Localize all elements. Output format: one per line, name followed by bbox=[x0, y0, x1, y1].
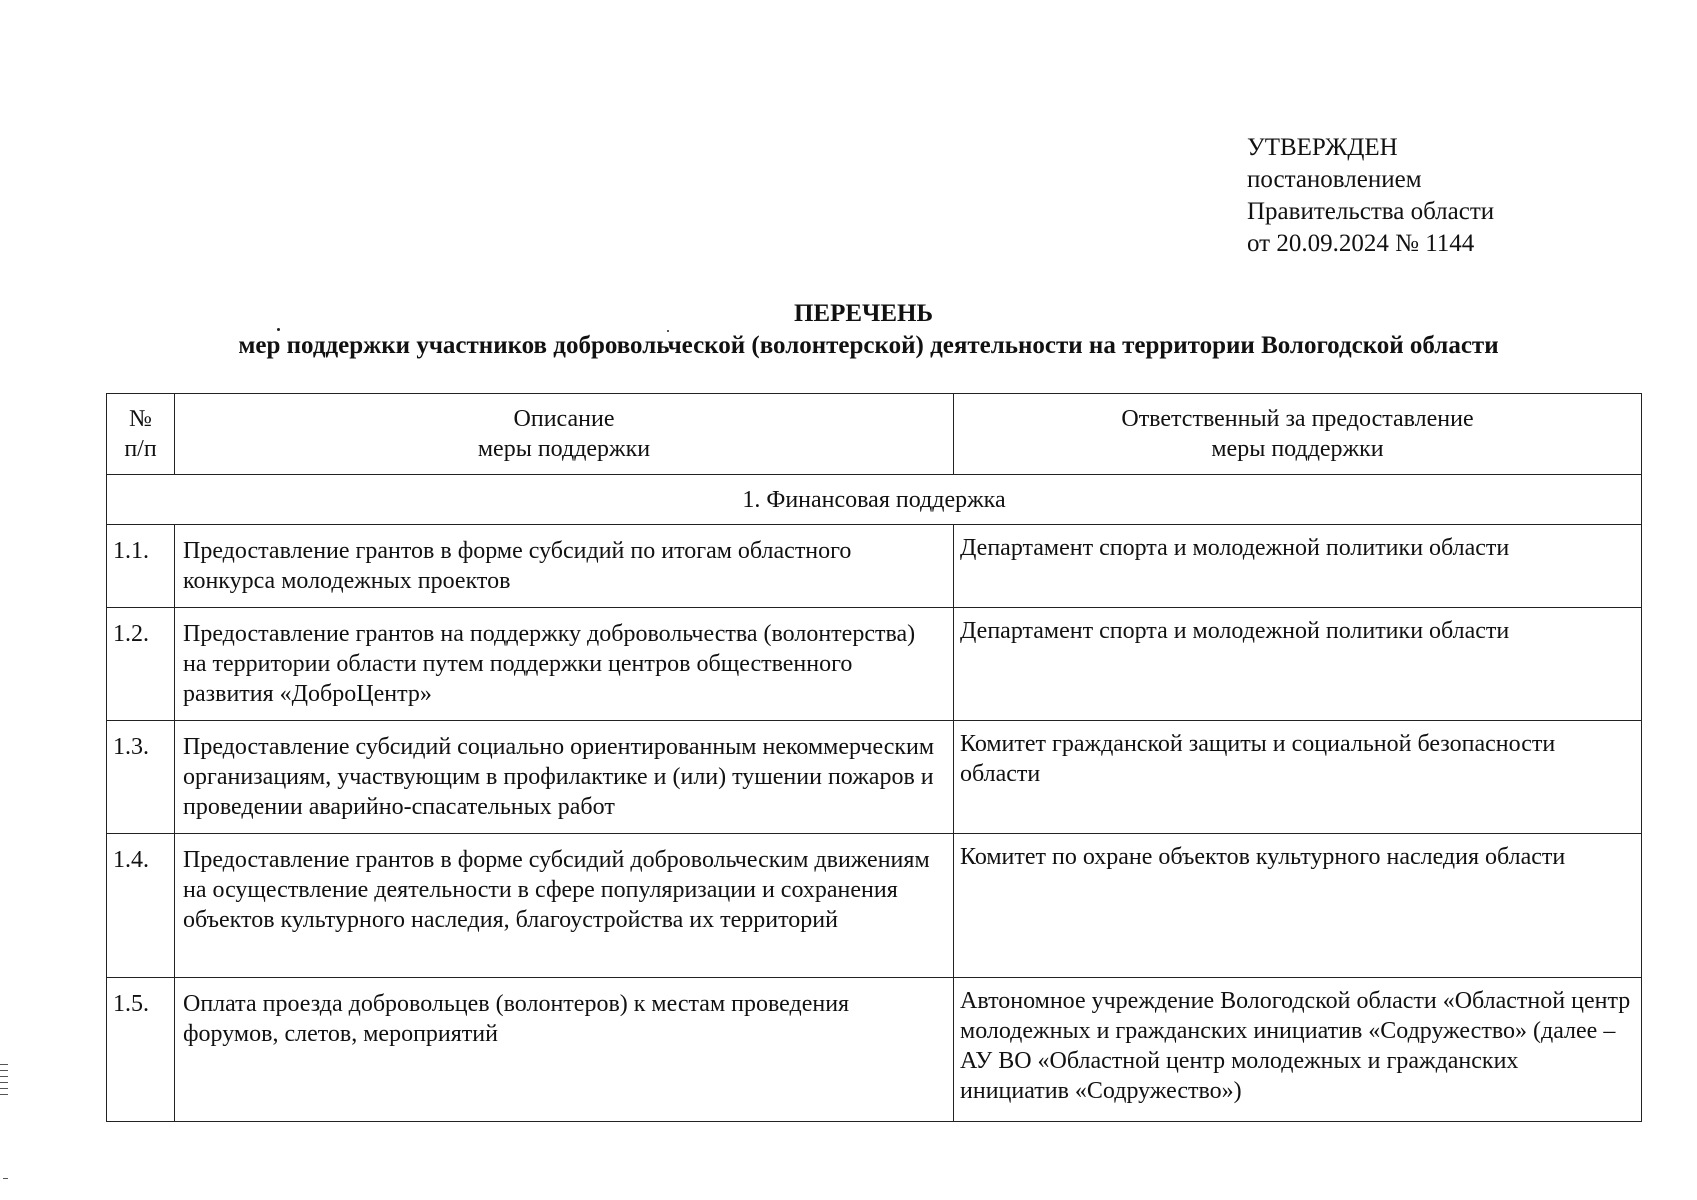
header-description-line2: меры поддержки bbox=[477, 436, 651, 462]
row-number: 1.4. bbox=[107, 834, 175, 978]
scan-margin-marks bbox=[0, 1064, 8, 1100]
row-number: 1.2. bbox=[107, 608, 175, 721]
row-description: Предоставление грантов в форме субсидий добровольческим движениям на осуществление деятельности в сфере популяризации и сохранения объектов культурного наследия, благоустройства их территорий bbox=[175, 834, 954, 978]
document-title bbox=[0, 298, 1697, 362]
approval-stamp bbox=[1247, 132, 1494, 260]
table-row bbox=[107, 978, 1642, 1122]
header-responsible-line2: меры поддержки bbox=[1211, 436, 1384, 462]
row-responsible: Автономное учреждение Вологодской области «Областной центр молодежных и гражданских инициатив «Содружество» (далее – АУ ВО «Областной центр молодежных и гражданских инициатив «Содружество») bbox=[954, 978, 1642, 1122]
row-number: 1.5. bbox=[107, 978, 175, 1122]
header-number-line1: № bbox=[129, 406, 152, 432]
table-row bbox=[107, 834, 1642, 978]
row-responsible: Комитет по охране объектов культурного наследия области bbox=[954, 834, 1642, 978]
row-responsible: Департамент спорта и молодежной политики области bbox=[954, 608, 1642, 721]
approval-line-approved: УТВЕРЖДЕН bbox=[1247, 134, 1398, 161]
row-number: 1.1. bbox=[107, 525, 175, 608]
row-description: Предоставление грантов на поддержку добровольчества (волонтерства) на территории области путем поддержки центров общественного развития «ДоброЦентр» bbox=[175, 608, 954, 721]
header-description-line1: Описание bbox=[513, 406, 615, 432]
section-row-financial bbox=[107, 475, 1642, 525]
row-responsible: Комитет гражданской защиты и социальной безопасности области bbox=[954, 721, 1642, 834]
header-responsible bbox=[954, 394, 1642, 475]
row-number: 1.3. bbox=[107, 721, 175, 834]
header-description bbox=[175, 394, 954, 475]
table-header-row bbox=[107, 394, 1642, 475]
approval-line-date-number: от 20.09.2024 № 1144 bbox=[1247, 230, 1475, 257]
title-main: ПЕРЕЧЕНЬ bbox=[793, 300, 934, 327]
section-title: 1. Финансовая поддержка bbox=[107, 475, 1642, 525]
title-subtitle: мер поддержки участников добровольческой (волонтерской) деятельности на территории Вологодской области bbox=[238, 332, 1499, 359]
approval-line-resolution: постановлением bbox=[1247, 166, 1422, 193]
approval-line-government: Правительства области bbox=[1247, 198, 1495, 225]
table-row bbox=[107, 721, 1642, 834]
row-responsible: Департамент спорта и молодежной политики области bbox=[954, 525, 1642, 608]
table-row bbox=[107, 525, 1642, 608]
header-responsible-line1: Ответственный за предоставление bbox=[1121, 406, 1474, 432]
header-number bbox=[107, 394, 175, 475]
row-description: Предоставление субсидий социально ориентированным некоммерческим организациям, участвующим в профилактике и (или) тушении пожаров и проведении аварийно-спасательных работ bbox=[175, 721, 954, 834]
header-number-line2: п/п bbox=[124, 436, 157, 462]
table-row bbox=[107, 608, 1642, 721]
support-measures-table bbox=[106, 393, 1642, 1122]
row-description: Предоставление грантов в форме субсидий по итогам областного конкурса молодежных проектов bbox=[175, 525, 954, 608]
scan-margin-mark bbox=[3, 1178, 8, 1179]
row-description: Оплата проезда добровольцев (волонтеров) к местам проведения форумов, слетов, мероприятий bbox=[175, 978, 954, 1122]
